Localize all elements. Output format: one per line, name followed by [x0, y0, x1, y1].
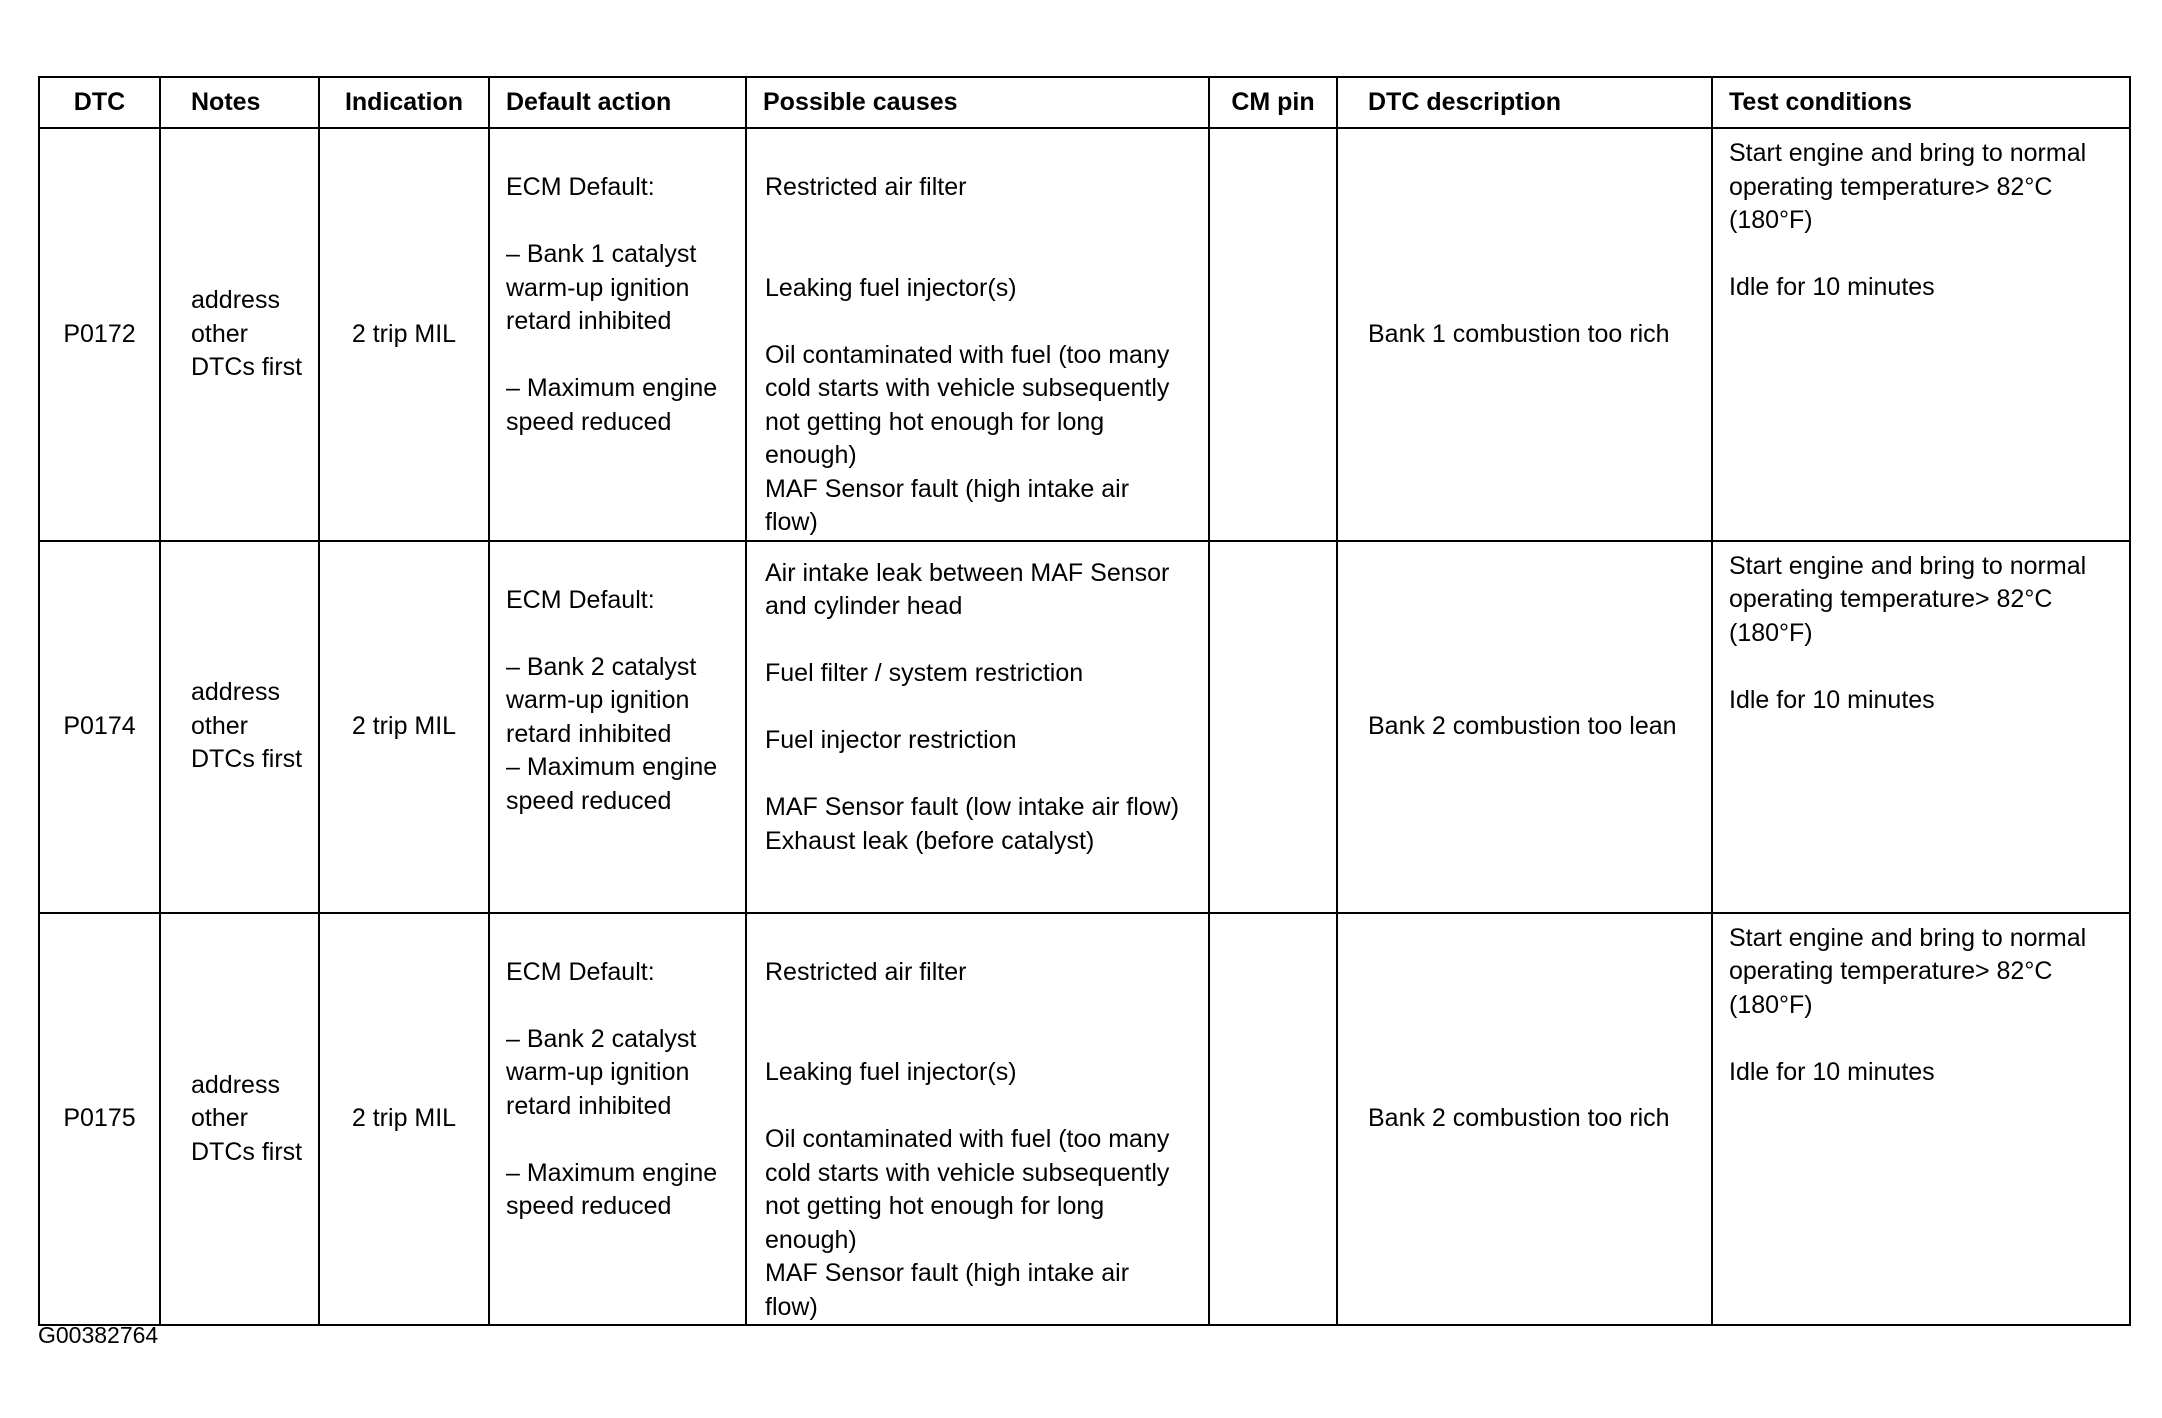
possible-causes-cell-line: [765, 691, 1208, 725]
possible-causes-cell-line: Restricted air filter: [765, 173, 967, 201]
test-conditions-cell-line: Start engine and bring to normal: [1729, 923, 2087, 952]
header-notes: Notes: [160, 77, 319, 128]
default-action-cell-line: – Maximum engine: [506, 1158, 718, 1187]
default-action-cell-line: ECM Default:: [506, 957, 655, 986]
dtc-code-cell: P0174: [39, 541, 160, 913]
default-action-cell-line: [506, 1123, 745, 1157]
test-conditions-cell-line: Start engine and bring to normal: [1729, 139, 2087, 167]
notes-cell-line: DTCs first: [191, 353, 303, 381]
possible-causes-cell-line: Restricted air filter: [765, 957, 967, 986]
test-conditions-cell-lines: [1713, 542, 2129, 718]
indication-cell: 2 trip MIL: [319, 913, 489, 1326]
notes-cell-line: address: [191, 1070, 280, 1099]
notes-cell-line: other: [191, 1104, 248, 1132]
possible-causes-cell-line: Fuel injector restriction: [765, 726, 1017, 754]
header-possible-causes: Possible causes: [746, 77, 1209, 128]
default-action-cell-lines: [490, 542, 745, 819]
test-conditions-cell-line: (180°F): [1729, 206, 1813, 234]
default-action-cell-line: warm-up ignition: [506, 1058, 690, 1086]
possible-causes-cell-line: enough): [765, 441, 857, 469]
dtc-table: [38, 76, 2131, 1326]
test-conditions-cell-line: (180°F): [1729, 990, 1813, 1019]
header-test-conditions: Test conditions: [1712, 77, 2130, 128]
test-conditions-cell: [1712, 541, 2130, 913]
table-body: [39, 128, 2130, 1325]
test-conditions-cell-line: operating temperature> 82°C: [1729, 172, 2053, 201]
default-action-cell-line: [506, 989, 745, 1023]
possible-causes-cell-line: [765, 205, 1208, 239]
possible-causes-cell-line: [765, 305, 1208, 339]
default-action-cell-line: retard inhibited: [506, 1091, 672, 1120]
notes-cell: [160, 541, 319, 913]
notes-cell: [160, 913, 319, 1326]
possible-causes-cell-line: not getting hot enough for long: [765, 1192, 1105, 1220]
possible-causes-cell-line: MAF Sensor fault (high intake air: [765, 1259, 1130, 1287]
possible-causes-cell-lines: [747, 129, 1208, 540]
possible-causes-cell-line: not getting hot enough for long: [765, 407, 1105, 436]
default-action-cell: [489, 541, 746, 913]
test-conditions-cell-line: Idle for 10 minutes: [1729, 685, 1935, 714]
default-action-cell-line: – Bank 2 catalyst: [506, 652, 697, 681]
header-default-action: Default action: [489, 77, 746, 128]
default-action-cell-line: [506, 339, 745, 373]
possible-causes-cell-line: [765, 989, 1208, 1023]
default-action-cell-line: speed reduced: [506, 786, 672, 815]
header-dtc-description: DTC description: [1337, 77, 1712, 128]
dtc-code-cell: P0175: [39, 913, 160, 1326]
possible-causes-cell: [746, 128, 1209, 541]
default-action-cell: [489, 913, 746, 1326]
test-conditions-cell-line: operating temperature> 82°C: [1729, 957, 2053, 985]
default-action-cell-lines: [490, 129, 745, 439]
default-action-cell-line: [506, 617, 745, 651]
default-action-cell-line: ECM Default:: [506, 173, 655, 201]
default-action-cell-line: – Maximum engine: [506, 753, 718, 781]
possible-causes-cell: [746, 913, 1209, 1326]
possible-causes-cell-line: cold starts with vehicle subsequently: [765, 374, 1170, 402]
possible-causes-cell-line: MAF Sensor fault (high intake air: [765, 474, 1130, 503]
notes-cell-line: other: [191, 319, 248, 348]
default-action-cell-line: speed reduced: [506, 407, 672, 436]
indication-cell: 2 trip MIL: [319, 541, 489, 913]
notes-cell-lines: [191, 676, 318, 777]
dtc-description-cell: Bank 2 combustion too rich: [1337, 913, 1712, 1326]
possible-causes-cell-line: [765, 1090, 1208, 1124]
dtc-description-cell: Bank 1 combustion too rich: [1337, 128, 1712, 541]
possible-causes-cell-line: enough): [765, 1225, 857, 1254]
notes-cell-lines: [191, 1069, 318, 1170]
dtc-code-cell: P0172: [39, 128, 160, 541]
notes-cell-line: address: [191, 678, 280, 707]
test-conditions-cell: [1712, 128, 2130, 541]
dtc-description-cell: Bank 2 combustion too lean: [1337, 541, 1712, 913]
header-cm-pin: CM pin: [1209, 77, 1337, 128]
notes-cell-line: DTCs first: [191, 1137, 303, 1166]
notes-cell-line: address: [191, 286, 280, 314]
test-conditions-cell-line: Idle for 10 minutes: [1729, 1057, 1935, 1086]
default-action-cell-line: ECM Default:: [506, 585, 655, 614]
possible-causes-cell-line: flow): [765, 508, 818, 536]
possible-causes-cell-line: MAF Sensor fault (low intake air flow): [765, 793, 1180, 821]
possible-causes-cell-line: Air intake leak between MAF Sensor: [765, 558, 1170, 587]
default-action-cell-line: speed reduced: [506, 1192, 672, 1220]
image-code: G00382764: [38, 1322, 159, 1348]
possible-causes-cell-line: Exhaust leak (before catalyst): [765, 826, 1095, 855]
cm-pin-cell: [1209, 913, 1337, 1326]
possible-causes-cell-line: and cylinder head: [765, 592, 963, 620]
default-action-cell-line: – Maximum engine: [506, 374, 718, 402]
indication-cell: 2 trip MIL: [319, 128, 489, 541]
default-action-cell-line: retard inhibited: [506, 719, 672, 748]
cm-pin-cell: [1209, 128, 1337, 541]
default-action-cell-line: – Bank 2 catalyst: [506, 1024, 697, 1053]
table-row: [39, 128, 2130, 541]
default-action-cell-line: warm-up ignition: [506, 273, 690, 302]
possible-causes-cell-line: cold starts with vehicle subsequently: [765, 1158, 1170, 1187]
test-conditions-cell-line: [1729, 650, 2129, 684]
test-conditions-cell-line: Start engine and bring to normal: [1729, 551, 2087, 580]
possible-causes-cell-line: [765, 624, 1208, 658]
possible-causes-cell-line: flow): [765, 1292, 818, 1321]
header-dtc: DTC: [39, 77, 160, 128]
possible-causes-cell-line: Leaking fuel injector(s): [765, 1058, 1017, 1086]
notes-cell-line: other: [191, 711, 248, 740]
test-conditions-cell-line: Idle for 10 minutes: [1729, 273, 1935, 301]
default-action-cell: [489, 128, 746, 541]
test-conditions-cell-line: (180°F): [1729, 618, 1813, 647]
notes-cell-line: DTCs first: [191, 745, 303, 774]
possible-causes-cell-line: Oil contaminated with fuel (too many: [765, 340, 1170, 369]
possible-causes-cell-line: Oil contaminated with fuel (too many: [765, 1125, 1170, 1153]
possible-causes-cell-line: Leaking fuel injector(s): [765, 273, 1017, 302]
possible-causes-cell-lines: [747, 914, 1208, 1325]
possible-causes-cell-line: [765, 758, 1208, 792]
test-conditions-cell-line: [1729, 238, 2129, 272]
possible-causes-cell: [746, 541, 1209, 913]
possible-causes-cell-line: [765, 238, 1208, 272]
default-action-cell-line: – Bank 1 catalyst: [506, 240, 697, 268]
default-action-cell-line: warm-up ignition: [506, 686, 690, 714]
notes-cell-lines: [191, 284, 318, 385]
test-conditions-cell-lines: [1713, 914, 2129, 1090]
table-row: [39, 913, 2130, 1326]
default-action-cell-line: retard inhibited: [506, 307, 672, 335]
test-conditions-cell-line: operating temperature> 82°C: [1729, 585, 2053, 613]
possible-causes-cell-lines: [747, 542, 1208, 859]
table-row: [39, 541, 2130, 913]
cm-pin-cell: [1209, 541, 1337, 913]
test-conditions-cell-line: [1729, 1022, 2129, 1056]
header-indication: Indication: [319, 77, 489, 128]
default-action-cell-line: [506, 205, 745, 239]
test-conditions-cell: [1712, 913, 2130, 1326]
possible-causes-cell-line: Fuel filter / system restriction: [765, 659, 1084, 687]
notes-cell: [160, 128, 319, 541]
header-row: [39, 77, 2130, 128]
test-conditions-cell-lines: [1713, 129, 2129, 305]
default-action-cell-lines: [490, 914, 745, 1224]
possible-causes-cell-line: [765, 1023, 1208, 1057]
